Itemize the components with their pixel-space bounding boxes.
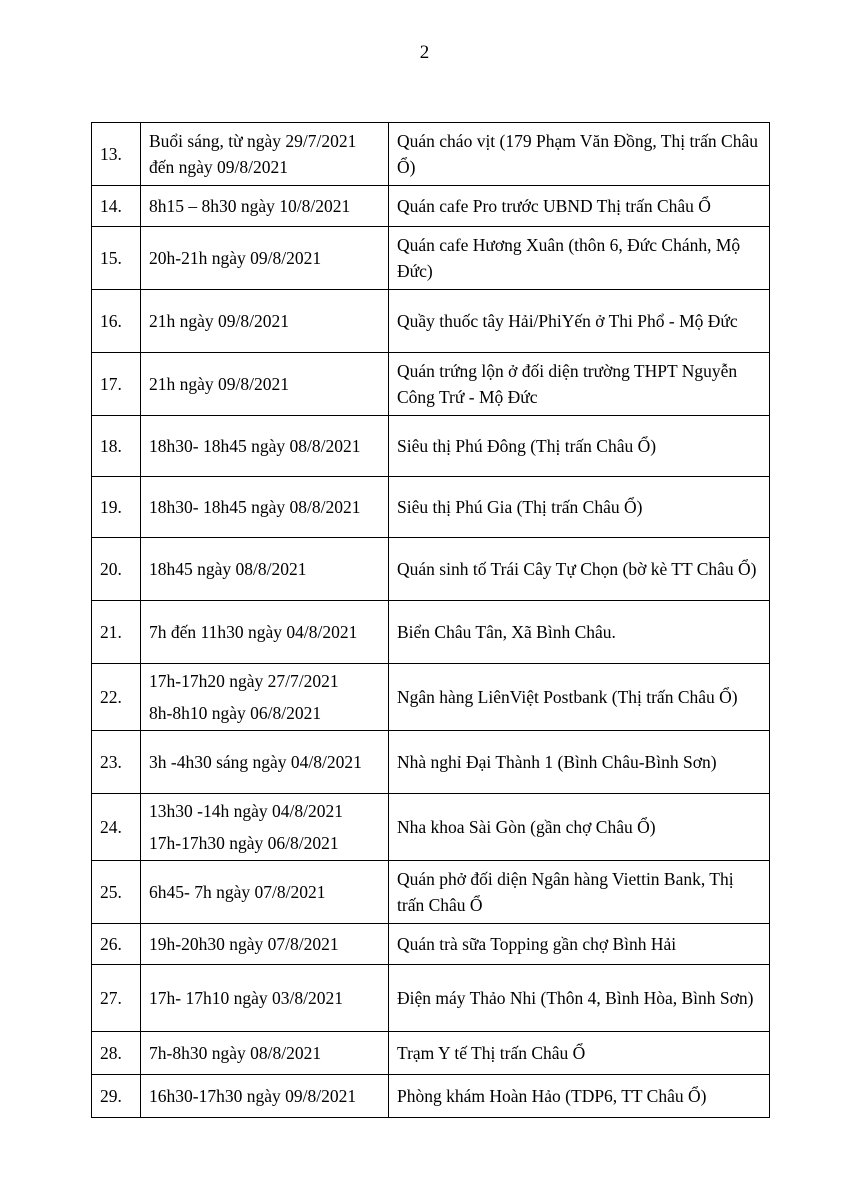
place-cell: Quán sinh tố Trái Cây Tự Chọn (bờ kè TT Châu Ổ): [389, 538, 770, 601]
time-text: Buổi sáng, từ ngày 29/7/2021 đến ngày 09/8/2021: [149, 131, 357, 177]
time-cell: [141, 1032, 389, 1075]
row-number: 28.: [92, 1032, 141, 1075]
time-text: 21h ngày 09/8/2021: [149, 374, 289, 394]
time-cell: [141, 794, 389, 861]
place-cell: Quán phở đối diện Ngân hàng Viettin Bank, Thị trấn Châu Ổ: [389, 861, 770, 924]
place-cell: Quán cafe Pro trước UBND Thị trấn Châu Ổ: [389, 186, 770, 227]
time-text: 8h-8h10 ngày 06/8/2021: [149, 703, 322, 723]
place-cell: Siêu thị Phú Đông (Thị trấn Châu Ổ): [389, 416, 770, 477]
time-text: 8h15 – 8h30 ngày 10/8/2021: [149, 196, 351, 216]
time-cell: [141, 186, 389, 227]
table-row: [92, 290, 770, 353]
time-cell: [141, 477, 389, 538]
table-row: [92, 186, 770, 227]
time-text: 16h30-17h30 ngày 09/8/2021: [149, 1086, 357, 1106]
row-number: 25.: [92, 861, 141, 924]
row-number: 23.: [92, 731, 141, 794]
row-number: 16.: [92, 290, 141, 353]
time-text: 21h ngày 09/8/2021: [149, 311, 289, 331]
time-cell: [141, 924, 389, 965]
row-number: 26.: [92, 924, 141, 965]
table-row: [92, 731, 770, 794]
time-cell: [141, 538, 389, 601]
table-row: [92, 1032, 770, 1075]
table-row: [92, 861, 770, 924]
table-row: [92, 416, 770, 477]
row-number: 29.: [92, 1075, 141, 1118]
place-cell: Trạm Y tế Thị trấn Châu Ổ: [389, 1032, 770, 1075]
table-row: [92, 477, 770, 538]
row-number: 21.: [92, 601, 141, 664]
time-cell: [141, 227, 389, 290]
row-number: 18.: [92, 416, 141, 477]
time-text: 17h- 17h10 ngày 03/8/2021: [149, 988, 343, 1008]
place-cell: Nhà nghỉ Đại Thành 1 (Bình Châu-Bình Sơn): [389, 731, 770, 794]
row-number: 19.: [92, 477, 141, 538]
time-cell: [141, 1075, 389, 1118]
row-number: 17.: [92, 353, 141, 416]
table-row: [92, 601, 770, 664]
place-cell: Quầy thuốc tây Hải/PhiYến ở Thi Phổ - Mộ Đức: [389, 290, 770, 353]
table-row: [92, 1075, 770, 1118]
time-text: 7h đến 11h30 ngày 04/8/2021: [149, 622, 358, 642]
row-number: 20.: [92, 538, 141, 601]
time-cell: [141, 664, 389, 731]
table-row: [92, 227, 770, 290]
time-cell: [141, 601, 389, 664]
time-text: 17h-17h20 ngày 27/7/2021: [149, 671, 339, 691]
time-cell: [141, 123, 389, 186]
place-cell: Quán trà sữa Topping gần chợ Bình Hải: [389, 924, 770, 965]
time-cell: [141, 965, 389, 1032]
exposure-locations-table: [91, 122, 770, 1118]
time-text: 19h-20h30 ngày 07/8/2021: [149, 934, 339, 954]
place-cell: Siêu thị Phú Gia (Thị trấn Châu Ổ): [389, 477, 770, 538]
time-text: 13h30 -14h ngày 04/8/2021: [149, 801, 343, 821]
time-text: 18h30- 18h45 ngày 08/8/2021: [149, 497, 361, 517]
place-cell: Nha khoa Sài Gòn (gần chợ Châu Ổ): [389, 794, 770, 861]
table-row: [92, 123, 770, 186]
time-text: 6h45- 7h ngày 07/8/2021: [149, 882, 326, 902]
page-number: 2: [419, 42, 430, 63]
time-text: 18h45 ngày 08/8/2021: [149, 559, 307, 579]
row-number: 27.: [92, 965, 141, 1032]
time-cell: [141, 861, 389, 924]
place-cell: Ngân hàng LiênViệt Postbank (Thị trấn Châu Ổ): [389, 664, 770, 731]
time-cell: [141, 290, 389, 353]
place-cell: Quán cháo vịt (179 Phạm Văn Đồng, Thị trấn Châu Ổ): [389, 123, 770, 186]
table-row: [92, 794, 770, 861]
table-row: [92, 965, 770, 1032]
row-number: 15.: [92, 227, 141, 290]
row-number: 22.: [92, 664, 141, 731]
place-cell: Biển Châu Tân, Xã Bình Châu.: [389, 601, 770, 664]
time-text: 18h30- 18h45 ngày 08/8/2021: [149, 436, 361, 456]
time-text: 3h -4h30 sáng ngày 04/8/2021: [149, 752, 362, 772]
table-row: [92, 538, 770, 601]
time-text: 17h-17h30 ngày 06/8/2021: [149, 833, 339, 853]
time-cell: [141, 353, 389, 416]
time-cell: [141, 416, 389, 477]
table-row: [92, 353, 770, 416]
table-row: [92, 924, 770, 965]
row-number: 13.: [92, 123, 141, 186]
time-text: 7h-8h30 ngày 08/8/2021: [149, 1043, 322, 1063]
time-text: 20h-21h ngày 09/8/2021: [149, 248, 322, 268]
time-cell: [141, 731, 389, 794]
row-number: 14.: [92, 186, 141, 227]
row-number: 24.: [92, 794, 141, 861]
table-row: [92, 664, 770, 731]
place-cell: Quán trứng lộn ở đối diện trường THPT Nguyễn Công Trứ - Mộ Đức: [389, 353, 770, 416]
place-cell: Phòng khám Hoàn Hảo (TDP6, TT Châu Ổ): [389, 1075, 770, 1118]
place-cell: Điện máy Thảo Nhi (Thôn 4, Bình Hòa, Bình Sơn): [389, 965, 770, 1032]
place-cell: Quán cafe Hương Xuân (thôn 6, Đức Chánh, Mộ Đức): [389, 227, 770, 290]
